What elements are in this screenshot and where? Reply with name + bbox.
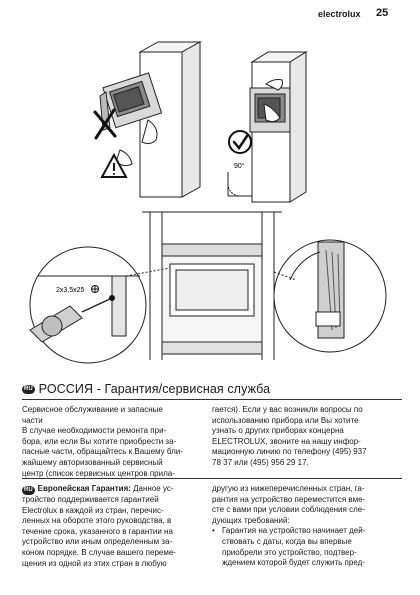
text-line: центр (список сервисных центров прила-: [22, 468, 175, 478]
text-line: узнать о других приборах концерна: [212, 426, 344, 436]
text-line: ждением которой будет служить пред-: [222, 558, 365, 568]
language-badge: RU: [24, 487, 33, 493]
text-line: приобрели это устройство, подтвер-: [222, 547, 357, 557]
page-number: 25: [376, 7, 389, 19]
checkmark-icon: [229, 131, 251, 153]
text-line: Данное ус-: [130, 484, 174, 493]
service-text-column-right: [212, 405, 392, 469]
service-text-column-left: [22, 405, 196, 479]
brand-name: electrolux: [318, 9, 361, 19]
text-line: щения из одной из этих стран в любую: [22, 558, 167, 568]
bullet-item: [212, 526, 392, 568]
cable-detail-magnifier: [274, 240, 386, 352]
oven-installation-figure: [142, 212, 282, 360]
text-line: ELECTROLUX, звоните на нашу инфор-: [212, 436, 361, 446]
guarantee-first-line: [22, 484, 196, 495]
cabinet-correct-figure: [250, 52, 306, 202]
text-line: рантия на устройство переместится вме-: [212, 494, 366, 504]
text-line: Electrolux в каждой из стран, перечис-: [22, 505, 164, 515]
screw-spec-label: 2x3,5x25: [56, 287, 85, 294]
text-line: мационную линию по телефону (495) 937: [212, 447, 367, 457]
text-line: В случае необходимости ремонта при-: [22, 426, 167, 436]
heading-divider: [22, 399, 402, 400]
plus-icon: [92, 286, 99, 293]
guarantee-text-column-left: [22, 484, 196, 569]
section-heading: [22, 381, 402, 397]
text-line: использованию прибора или Вы хотите: [212, 415, 359, 425]
screw-head-icon: [109, 295, 115, 301]
text-line: ствовать с даты, когда вы впервые: [222, 536, 352, 546]
screw-detail-magnifier: [30, 247, 170, 363]
text-line: другую из нижеперечисленных стран, га-: [212, 484, 365, 493]
text-line: ленных на обороте этого руководства, в: [22, 516, 172, 526]
section-title: РОССИЯ - Гарантия/сервисная служба: [38, 382, 271, 396]
language-badge: RU: [24, 385, 33, 392]
text-line: жайшему авторизованный сервисный: [22, 457, 163, 467]
text-line: бора, или если Вы хотите приобрести за-: [22, 436, 177, 446]
guarantee-title: Европейская Гарантия:: [37, 484, 131, 493]
text-line: дующих требований:: [212, 515, 290, 525]
text-line: Сервисное обслуживание и запасные: [22, 405, 163, 414]
text-line: пасные части, обращайтесь к Вашему бли-: [22, 447, 183, 457]
text-line: части: [22, 415, 43, 425]
right-angle-icon: [228, 172, 252, 196]
text-line: Гарантия на устройство начинает дей-: [222, 526, 366, 536]
section-divider: [22, 478, 402, 479]
guarantee-text-column-right: [212, 484, 392, 569]
text-line: 78 37 или (495) 956 29 17.: [212, 457, 309, 467]
angle-label: 90°: [234, 163, 245, 170]
text-line: течение срока, указанного в гарантии на: [22, 526, 173, 536]
bullet-icon: •: [212, 526, 215, 536]
text-line: сте с вами при условии соблюдения сле-: [212, 505, 365, 515]
text-line: тройство поддерживается гарантией: [22, 495, 159, 504]
text-line: коном порядке. В случае вашего переме-: [22, 547, 176, 557]
text-line: гается). Если у вас возникли вопросы по: [212, 405, 363, 414]
text-line: устройство или иным определенным за-: [22, 537, 173, 547]
